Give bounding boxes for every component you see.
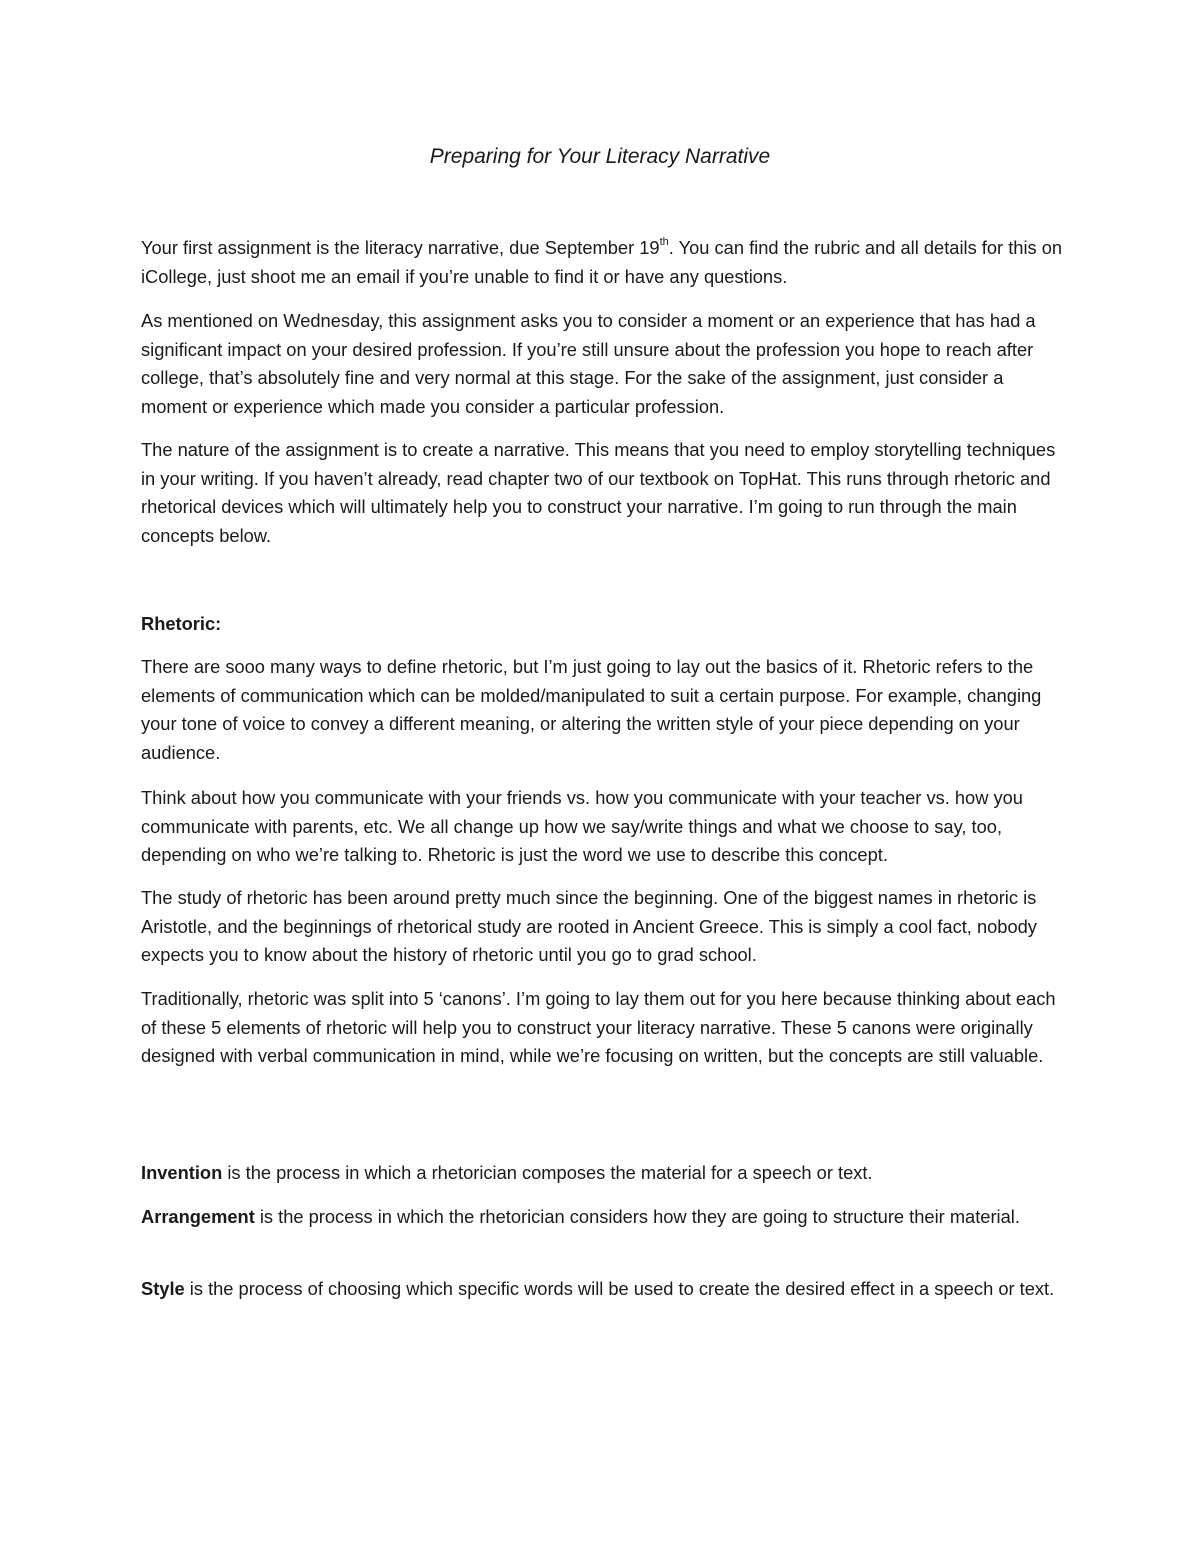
intro-paragraph-2: As mentioned on Wednesday, this assignment asks you to consider a moment or an experience that has had a significant impact on your desired profession. If you’re still unsure about the profession you hope to reach after college, that’s absolutely fine and very normal at this stage. For the sake of the assignment, just consider a moment or experience which made you consider a particular profession.	[141, 310, 1036, 417]
canon-style	[141, 1275, 1066, 1304]
ordinal-suffix: th	[659, 235, 669, 248]
rhetoric-paragraph-2: Think about how you communicate with your friends vs. how you communicate with your teacher vs. how you communicate with parents, etc. We all change up how we say/write things and what we choose to say, too, depending on who we’re talking to. Rhetoric is just the word we use to describe this concept.	[141, 787, 1023, 865]
rhetoric-paragraph-4: Traditionally, rhetoric was split into 5 ‘canons’. I’m going to lay them out for you here because thinking about each of these 5 elements of rhetoric will help you to construct your literacy narrative. These 5 canons were originally designed with verbal communication in mind, while we’re focusing on written, but the concepts are still valuable.	[141, 988, 1056, 1066]
document-title: Preparing for Your Literacy Narrative	[429, 145, 771, 168]
canon-description: is the process in which the rhetorician considers how they are going to structure their material.	[254, 1206, 1020, 1227]
rhetoric-heading: Rhetoric:	[141, 613, 222, 634]
intro-text-part-1: Your first assignment is the literacy narrative, due September 19	[141, 237, 660, 258]
intro-paragraph-3: The nature of the assignment is to create a narrative. This means that you need to employ storytelling techniques in your writing. If you haven’t already, read chapter two of our textbook on TopHat. This runs through rhetoric and rhetorical devices which will ultimately help you to construct your narrative. I’m going to run through the main concepts below.	[141, 439, 1056, 546]
intro-paragraph-1	[141, 234, 1066, 291]
canon-description: is the process of choosing which specific words will be used to create the desired effect in a speech or text.	[184, 1278, 1055, 1299]
canon-term: Arrangement	[141, 1206, 255, 1227]
canon-description: is the process in which a rhetorician composes the material for a speech or text.	[222, 1162, 873, 1183]
canon-invention	[141, 1159, 1066, 1188]
intro-text-part-2: . You can find the rubric and all details for this on iCollege, just shoot me an email if you’re unable to find it or have any questions.	[141, 237, 1063, 287]
canon-term: Invention	[141, 1162, 223, 1183]
canon-term: Style	[141, 1278, 185, 1299]
canon-arrangement	[141, 1203, 1066, 1232]
rhetoric-paragraph-3: The study of rhetoric has been around pretty much since the beginning. One of the biggest names in rhetoric is Aristotle, and the beginnings of rhetorical study are rooted in Ancient Greece. This is simply a cool fact, nobody expects you to know about the history of rhetoric until you go to grad school.	[141, 887, 1037, 965]
rhetoric-paragraph-1: There are sooo many ways to define rhetoric, but I’m just going to lay out the basics of it. Rhetoric refers to the elements of communication which can be molded/manipulated to suit a certain purpose. For example, changing your tone of voice to convey a different meaning, or altering the written style of your piece depending on your audience.	[141, 656, 1042, 763]
